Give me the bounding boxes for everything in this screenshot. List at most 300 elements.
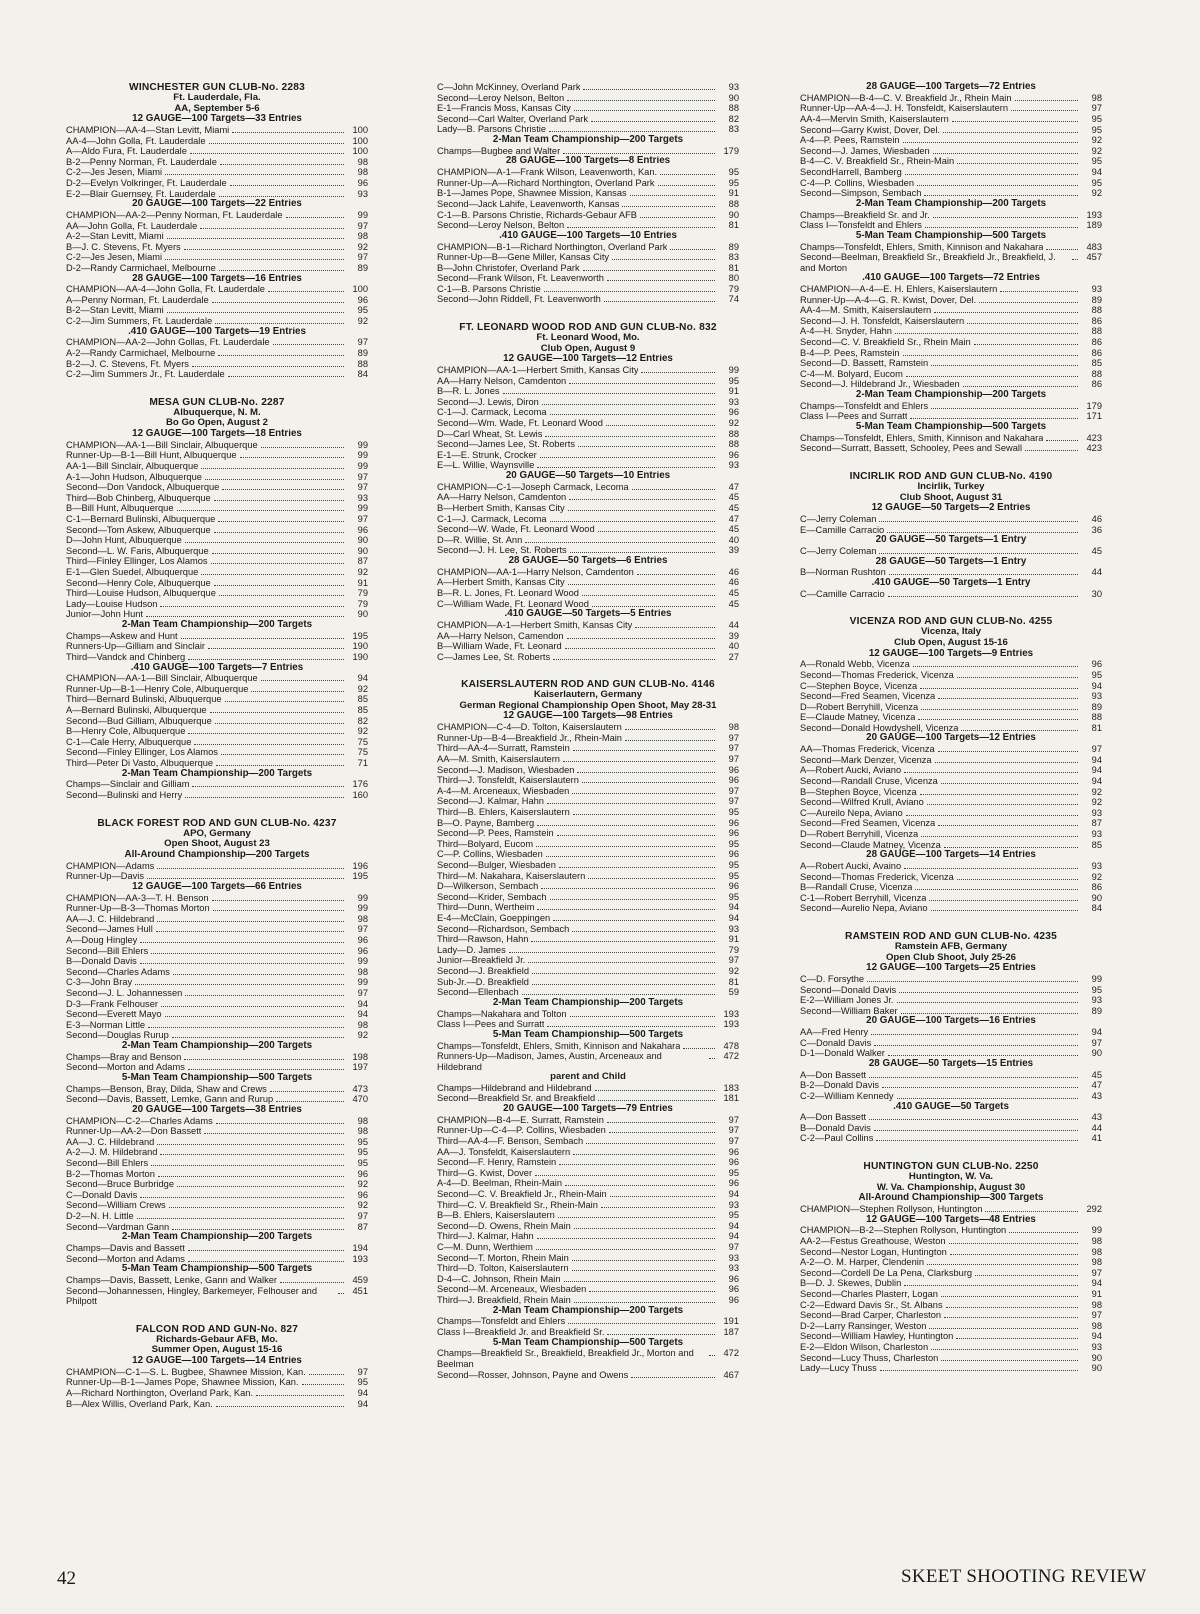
club-subtitle: Vicenza, Italy (920, 627, 982, 638)
score: 84 (1091, 903, 1102, 914)
result-row (437, 1093, 739, 1104)
shooter-entry: Third—G. Kwist, Dover (437, 1167, 533, 1178)
shooter-entry: A-4—D. Beelman, Rhein-Main (437, 1178, 563, 1189)
score: 96 (728, 407, 739, 418)
result-row (437, 114, 739, 125)
score: 97 (1091, 103, 1102, 114)
score: 97 (728, 796, 739, 807)
result-row (800, 379, 1102, 390)
shooter-entry: Runner-Up—AA-2—Don Bassett (66, 1126, 202, 1137)
shooter-entry: CHAMPION—AA-1—Bill Sinclair, Albuquerque (66, 673, 258, 684)
result-row (437, 450, 739, 461)
shooter-entry: AA—John Golla, Ft. Lauderdale (66, 220, 198, 231)
score: 190 (352, 641, 368, 652)
dot-leader (887, 531, 1078, 533)
event-heading: .410 GAUGE—100 Targets—7 Entries (130, 662, 304, 673)
dot-leader (897, 1097, 1078, 1099)
result-row (800, 156, 1102, 167)
event-heading: 20 GAUGE—100 Targets—38 Entries (132, 1104, 302, 1115)
score: 46 (728, 566, 739, 577)
result-row (437, 1274, 739, 1285)
club-subtitle: Summer Open, August 15-16 (151, 1345, 283, 1356)
dot-leader (558, 1216, 715, 1218)
result-row (437, 588, 739, 599)
score: 81 (728, 976, 739, 987)
event-heading: .410 GAUGE—50 Targets—5 Entries (504, 609, 672, 620)
dot-leader (280, 1281, 344, 1283)
shooter-entry: Second—Beelman, Breakfield Sr., Breakfield Jr., Breakfield, J. and Morton (800, 252, 1056, 273)
score: 95 (1091, 156, 1102, 167)
score: 95 (728, 860, 739, 870)
score: 292 (1086, 1204, 1102, 1215)
dot-leader (879, 552, 1078, 554)
dot-leader (261, 679, 344, 681)
score: 94 (728, 1189, 739, 1200)
shooter-entry: Second—Bruce Burbridge (66, 1179, 175, 1190)
result-row (800, 589, 1102, 600)
club-subtitle: Incirlik, Turkey (917, 482, 985, 492)
score: 79 (728, 944, 739, 955)
club-subtitle: W. Va. Championship, August 30 (876, 1182, 1026, 1193)
result-row (437, 376, 739, 387)
dot-leader (167, 237, 344, 239)
result-row (437, 294, 739, 305)
result-row (800, 1236, 1102, 1247)
event-heading: 12 GAUGE—100 Targets—9 Entries (868, 648, 1034, 659)
shooter-entry: Runner-Up—A-4—G. R. Kwist, Dover, Del. (800, 294, 977, 305)
shooter-entry: Champs—Tonsfeldt, Ehlers, Smith, Kinnison and Nakahara (800, 241, 1044, 252)
result-row (800, 167, 1102, 178)
dot-leader (273, 343, 344, 345)
shooter-entry: Second—Finley Ellinger, Los Alamos (66, 747, 218, 758)
score: 97 (1091, 1267, 1102, 1278)
dot-leader (944, 1316, 1078, 1318)
shooter-entry: Second—Thomas Frederick, Vicenza (800, 871, 954, 882)
score: 457 (1086, 252, 1102, 263)
result-row (800, 114, 1102, 125)
dot-leader (550, 898, 715, 900)
score: 89 (357, 262, 368, 273)
dot-leader (631, 1376, 715, 1378)
dot-leader (185, 796, 344, 798)
club-subtitle: Richards-Gebaur AFB, Mo. (156, 1334, 278, 1345)
dot-leader (598, 530, 715, 532)
dot-leader (941, 1359, 1078, 1361)
score: 99 (357, 450, 368, 461)
dot-leader (888, 595, 1078, 597)
dot-leader (927, 1263, 1078, 1265)
dot-leader (974, 343, 1078, 345)
dot-leader (967, 322, 1078, 324)
dot-leader (956, 1337, 1078, 1339)
dot-leader (591, 120, 715, 122)
shooter-entry: E-3—Norman Little (66, 1019, 146, 1030)
result-row (66, 673, 368, 684)
shooter-entry: A—Bernard Bulinski, Albuquerque (66, 705, 207, 716)
shooter-entry: E-1—Glen Suedel, Albuquerque (66, 566, 199, 577)
dot-leader (225, 700, 344, 702)
result-row (800, 712, 1102, 723)
shooter-entry: B—O. Payne, Bamberg (437, 817, 535, 828)
result-row (800, 1080, 1102, 1091)
score: 44 (728, 619, 739, 630)
dot-leader (573, 1153, 715, 1155)
shooter-entry: Champs—Davis, Bassett, Lenke, Gann and Walker (66, 1274, 277, 1285)
dot-leader (583, 269, 715, 271)
shooter-entry: B-2—Penny Norman, Ft. Lauderdale (66, 156, 217, 167)
dot-leader (895, 332, 1078, 334)
dot-leader (906, 375, 1078, 377)
score: 90 (357, 609, 368, 620)
score: 95 (1091, 984, 1102, 995)
score: 39 (728, 630, 739, 641)
dot-leader (219, 195, 344, 197)
event-heading: 5-Man Team Championship—500 Targets (121, 1072, 313, 1083)
result-row (800, 103, 1102, 114)
score: 87 (357, 1221, 368, 1232)
result-row (800, 358, 1102, 369)
shooter-entry: AA—Harry Nelson, Camdenton (437, 492, 567, 503)
shooter-entry: Second—Morton and Adams (66, 1253, 185, 1264)
result-row (800, 1123, 1102, 1134)
result-row (66, 588, 368, 599)
score: 97 (728, 1136, 739, 1147)
score: 100 (352, 124, 368, 135)
result-row (66, 482, 368, 493)
shooter-entry: Third—Peter Di Vasto, Albuquerque (66, 758, 214, 769)
shooter-entry: Second—Bulger, Wiesbaden (437, 860, 556, 870)
dot-leader (137, 1217, 344, 1219)
shooter-entry: Third—Bernard Bulinski, Albuquerque (66, 694, 222, 705)
shooter-entry: E-2—William Jones Jr. (800, 995, 894, 1006)
shooter-entry: Second—Randall Cruse, Vicenza (800, 776, 938, 787)
result-row (66, 210, 368, 221)
shooter-entry: B-1—James Pope, Shawnee Mission, Kansas (437, 188, 627, 199)
score: 86 (1091, 337, 1102, 348)
dot-leader (938, 750, 1078, 752)
event-heading: 12 GAUGE—100 Targets—33 Entries (132, 114, 302, 125)
shooter-entry: Second—Brad Carper, Charleston (800, 1310, 942, 1321)
club-title: FT. LEONARD WOOD ROD AND GUN CLUB-No. 832 (459, 322, 717, 334)
result-row (66, 914, 368, 925)
club-title: VICENZA ROD AND GUN CLUB-No. 4255 (849, 616, 1053, 628)
event-heading: 5-Man Team Championship—500 Targets (855, 230, 1047, 241)
dot-leader (867, 980, 1078, 982)
score: 98 (1091, 1320, 1102, 1331)
shooter-entry: C—D. Forsythe (800, 973, 865, 984)
result-row (66, 1243, 368, 1254)
score: 36 (1091, 524, 1102, 535)
dot-leader (219, 269, 344, 271)
shooter-entry: Third—Bolyard, Eucom (437, 838, 534, 849)
score: 194 (352, 1243, 368, 1253)
dot-leader (550, 520, 715, 522)
shooter-entry: Second—Aurelio Nepa, Aviano (800, 903, 928, 914)
dot-leader (218, 354, 344, 356)
dot-leader (574, 109, 715, 111)
shooter-entry: B-2—Donald Davis (800, 1080, 880, 1091)
shooter-entry: CHAMPION—AA-3—T. H. Benson (66, 892, 209, 903)
dot-leader (205, 478, 344, 480)
score: 89 (357, 348, 368, 359)
score: 98 (357, 231, 368, 242)
result-row (66, 146, 368, 157)
dot-leader (550, 413, 715, 415)
score: 98 (1091, 1246, 1102, 1257)
dot-leader (204, 1132, 344, 1134)
shooter-entry: C—James Lee, St. Roberts (437, 651, 551, 662)
result-row (800, 1353, 1102, 1364)
shooter-entry: Runner-Up—B-3—Thomas Morton (66, 903, 210, 914)
result-row (437, 1284, 739, 1295)
dot-leader (869, 1118, 1078, 1120)
score: 98 (357, 156, 368, 167)
shooter-entry: Second—Rosser, Johnson, Payne and Owens (437, 1369, 629, 1380)
dot-leader (544, 290, 715, 292)
club-title: HUNTINGTON GUN CLUB-No. 2250 (863, 1161, 1039, 1173)
shooter-entry: Third—AA-4—F. Benson, Sembach (437, 1136, 584, 1147)
dot-leader (200, 227, 344, 229)
result-row (437, 1019, 739, 1030)
dot-leader (214, 499, 344, 501)
result-row (437, 1210, 739, 1221)
score: 45 (1091, 1069, 1102, 1080)
score: 90 (1091, 892, 1102, 903)
result-row (66, 578, 368, 589)
dot-leader (924, 194, 1078, 196)
shooter-entry: A—Don Bassett (800, 1112, 867, 1123)
dot-leader (927, 803, 1078, 805)
score: 85 (1091, 839, 1102, 850)
dot-leader (165, 1015, 344, 1017)
dot-leader (140, 1196, 344, 1198)
result-row (800, 1310, 1102, 1321)
shooter-entry: Third—Vandck and Chinberg (66, 651, 186, 662)
score: 92 (357, 726, 368, 737)
score: 96 (357, 945, 368, 956)
dot-leader (607, 279, 715, 281)
event-heading: 12 GAUGE—100 Targets—48 Entries (866, 1214, 1036, 1225)
dot-leader (572, 792, 715, 794)
shooter-entry: A—Robert Aucki, Aviano (800, 765, 902, 776)
result-row (66, 503, 368, 514)
event-heading: 28 GAUGE—100 Targets—8 Entries (505, 156, 671, 167)
score: 88 (728, 428, 739, 439)
score: 97 (357, 987, 368, 998)
result-row (66, 1211, 368, 1222)
shooter-entry: Second—Claude Matney, Vicenza (800, 839, 941, 850)
result-row (66, 935, 368, 946)
result-row (437, 631, 739, 642)
dot-leader (218, 520, 344, 522)
dot-leader (156, 930, 344, 932)
result-row (800, 1331, 1102, 1342)
result-row (800, 1204, 1102, 1215)
dot-leader (509, 951, 715, 953)
result-row (437, 1147, 739, 1158)
result-row (437, 1295, 739, 1306)
result-row (800, 1278, 1102, 1289)
club-subtitle: Club Open, August 15-16 (894, 637, 1008, 648)
result-row (66, 1222, 368, 1233)
dot-leader (525, 541, 715, 543)
result-row (437, 492, 739, 503)
dot-leader (921, 708, 1078, 710)
dot-leader (563, 152, 715, 154)
score: 97 (357, 924, 368, 935)
score: 92 (357, 1179, 368, 1190)
score: 45 (728, 502, 739, 513)
score: 193 (723, 1019, 739, 1030)
score: 92 (1091, 786, 1102, 797)
dot-leader (925, 226, 1078, 228)
dot-leader (957, 162, 1078, 164)
dot-leader (607, 1121, 715, 1123)
shooter-entry: B-4—C. V. Breakfield Sr., Rhein-Main (800, 156, 955, 167)
result-row (437, 620, 739, 631)
result-row (800, 316, 1102, 327)
shooter-entry: Second—Davis, Bassett, Lemke, Gann and Rurup (66, 1094, 274, 1105)
result-row (437, 902, 739, 913)
shooter-entry: AA—Thomas Frederick, Vicenza (800, 744, 935, 755)
score: 97 (1091, 744, 1102, 755)
club-section (437, 322, 739, 662)
score: 91 (357, 577, 368, 588)
score: 99 (357, 461, 368, 472)
result-row (437, 503, 739, 514)
event-heading: .410 GAUGE—100 Targets—19 Entries (128, 326, 306, 337)
score: 193 (1086, 209, 1102, 220)
score: 94 (357, 1387, 368, 1398)
dot-leader (920, 687, 1078, 689)
dot-leader (1011, 109, 1078, 111)
shooter-entry: Second—Tom Askew, Albuquerque (66, 524, 211, 535)
score: 95 (357, 305, 368, 316)
result-row (66, 924, 368, 935)
score: 96 (728, 849, 739, 860)
shooter-entry: CHAMPION—Adams (66, 860, 155, 871)
score: 88 (1091, 712, 1102, 723)
score: 97 (728, 732, 739, 743)
result-row (66, 1200, 368, 1211)
shooter-entry: Second—James Lee, St. Roberts (437, 439, 575, 450)
result-row (800, 1048, 1102, 1059)
result-row (800, 818, 1102, 829)
result-row (66, 546, 368, 557)
score: 96 (728, 449, 739, 460)
result-row (66, 461, 368, 472)
club-title: BLACK FOREST ROD AND GUN CLUB-No. 4237 (97, 817, 337, 829)
result-row (800, 514, 1102, 525)
event-heading: 12 GAUGE—100 Targets—66 Entries (132, 881, 302, 892)
score: 93 (1091, 1341, 1102, 1352)
score: 75 (357, 747, 368, 758)
score: 95 (728, 1167, 739, 1178)
dot-leader (201, 573, 344, 575)
shooter-entry: Second—Krider, Sembach (437, 891, 547, 902)
score: 27 (728, 651, 739, 662)
shooter-entry: Second—J. Madison, Wiesbaden (437, 764, 575, 775)
score: 93 (1091, 691, 1102, 702)
shooter-entry: Second—P. Pees, Ramstein (437, 828, 554, 839)
result-row (437, 1370, 739, 1381)
result-row (437, 252, 739, 263)
shooter-entry: Second—J. Breakfield (437, 965, 529, 976)
score: 95 (1091, 669, 1102, 680)
result-row (800, 220, 1102, 231)
result-row (800, 829, 1102, 840)
shooter-entry: Second—Thomas Frederick, Vicenza (800, 669, 954, 680)
result-row (800, 1070, 1102, 1081)
dot-leader (185, 994, 344, 996)
dot-leader (920, 793, 1078, 795)
score: 92 (728, 418, 739, 429)
shooter-entry: CHAMPION—A-1—Herbert Smith, Kansas City (437, 619, 633, 630)
shooter-entry: Second—Bill Ehlers (66, 1158, 149, 1169)
score: 95 (357, 1158, 368, 1169)
dot-leader (165, 173, 344, 175)
result-row (66, 726, 368, 737)
shooter-entry: Second—Charles Plasterr, Logan (800, 1289, 938, 1300)
result-row (66, 1286, 368, 1307)
score: 171 (1086, 411, 1102, 422)
event-heading: 5-Man Team Championship—500 Targets (121, 1264, 313, 1275)
club-title: INCIRLIK ROD AND GUN CLUB-No. 4190 (849, 471, 1053, 482)
shooter-entry: B—D. J. Skewes, Dublin (800, 1278, 902, 1289)
result-row (437, 524, 739, 535)
score: 94 (357, 998, 368, 1009)
result-row (437, 188, 739, 199)
dot-leader (570, 551, 715, 553)
event-heading: 20 GAUGE—50 Targets—10 Entries (505, 471, 671, 481)
shooter-entry: C-1—B. Parsons Christie, Richards-Gebaur AFB (437, 209, 637, 220)
dot-leader (268, 290, 344, 292)
dot-leader (935, 761, 1078, 763)
shooter-entry: CHAMPION—A-4—E. H. Ehlers, Kaiserslautern (800, 284, 998, 295)
dot-leader (938, 824, 1078, 826)
result-row (437, 1051, 739, 1072)
score: 97 (1091, 1310, 1102, 1321)
dot-leader (537, 466, 715, 468)
result-row (437, 934, 739, 945)
result-row (66, 599, 368, 610)
shooter-entry: A—Robert Aucki, Avaino (800, 861, 902, 872)
shooter-entry: Second—Nestor Logan, Huntington (800, 1246, 947, 1257)
result-row (800, 93, 1102, 104)
club-title: KAISERSLAUTERN ROD AND GUN CLUB-No. 4146 (461, 679, 715, 691)
result-row (437, 599, 739, 610)
dot-leader (1025, 449, 1078, 451)
dot-leader (536, 845, 715, 847)
shooter-entry: Second—J. H. Lee, St. Roberts (437, 545, 567, 556)
score: 89 (728, 241, 739, 252)
score: 71 (357, 758, 368, 769)
dot-leader (503, 392, 715, 394)
score: 97 (728, 1241, 739, 1252)
score: 94 (1091, 754, 1102, 765)
score: 90 (1091, 1048, 1102, 1059)
score: 100 (352, 135, 368, 146)
shooter-entry: AA-2—Festus Greathouse, Weston (800, 1236, 946, 1247)
dot-leader (904, 1284, 1078, 1286)
result-row (800, 744, 1102, 755)
shooter-entry: B—R. L. Jones (437, 386, 500, 397)
shooter-entry: Sub-Jr.—D. Breakfield (437, 976, 529, 987)
dot-leader (606, 424, 715, 426)
dot-leader (880, 1369, 1078, 1371)
shooter-entry: CHAMPION—AA-2—Penny Norman, Ft. Lauderdale (66, 209, 283, 220)
score: 97 (357, 220, 368, 231)
